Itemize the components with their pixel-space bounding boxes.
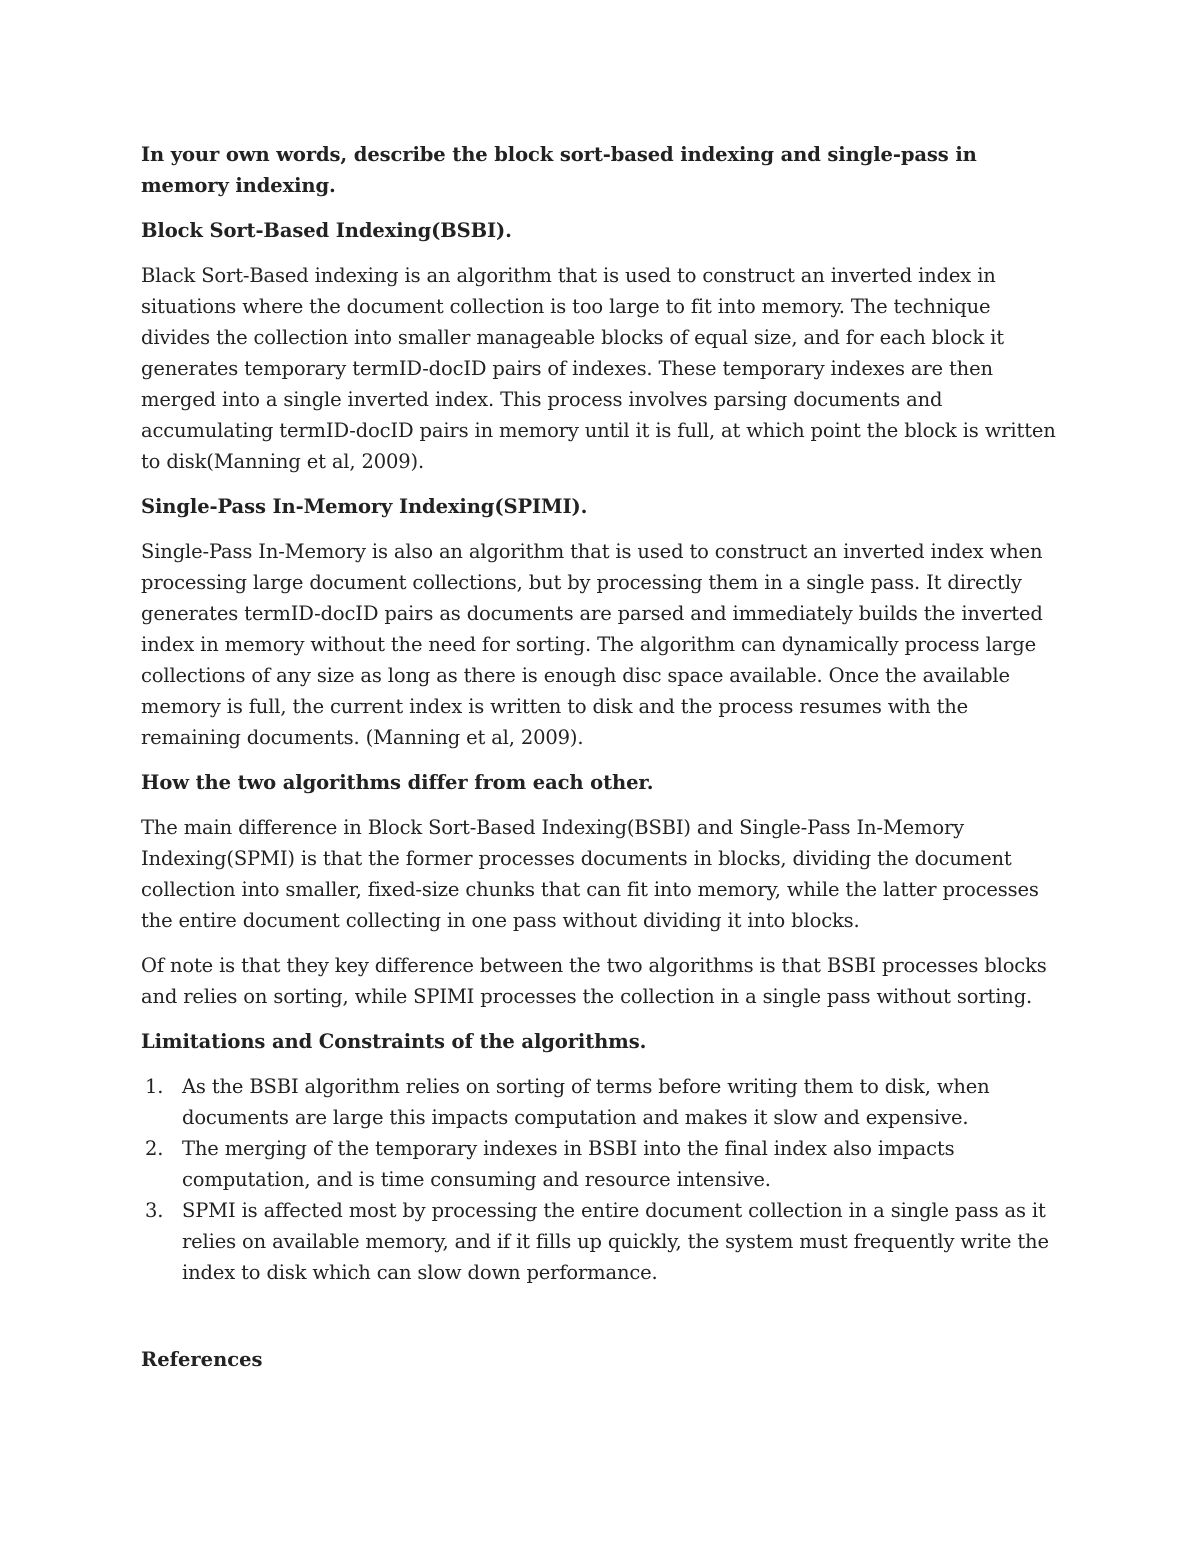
bsbi-heading: Block Sort-Based Indexing(BSBI). [141,219,512,242]
question-title: In your own words, describe the block sort-based indexing and single-pass in memory indexing. [141,143,977,197]
list-item-number: 2. [145,1137,164,1160]
list-item [141,1071,1061,1133]
list-item [141,1133,1061,1195]
list-item-text: SPMI is affected most by processing the entire document collection in a single pass as it relies on available memory, and if it fills up quickly, the system must frequently write the index to disk which can slow down performance. [182,1199,1049,1284]
spimi-paragraph: Single-Pass In-Memory is also an algorithm that is used to construct an inverted index when processing large document collections, but by processing them in a single pass. It directly generates termID-docID pairs as documents are parsed and immediately builds the inverted index in memory without the need for sorting. The algorithm can dynamically process large collections of any size as long as there is enough disc space available. Once the available memory is full, the current index is written to disk and the process resumes with the remaining documents. (Manning et al, 2009). [141,540,1043,749]
list-item-number: 1. [145,1075,164,1098]
list-item-text: The merging of the temporary indexes in BSBI into the final index also impacts computation, and is time consuming and resource intensive. [182,1137,955,1191]
list-item-text: As the BSBI algorithm relies on sorting of terms before writing them to disk, when documents are large this impacts computation and makes it slow and expensive. [182,1075,990,1129]
document-body [141,139,1061,1375]
difference-paragraph-2: Of note is that they key difference between the two algorithms is that BSBI processes blocks and relies on sorting, while SPIMI processes the collection in a single pass without sorting. [141,954,1047,1008]
list-item [141,1195,1061,1288]
difference-paragraph-1: The main difference in Block Sort-Based Indexing(BSBI) and Single-Pass In-Memory Indexing(SPMI) is that the former processes documents in blocks, dividing the document collection into smaller, fixed-size chunks that can fit into memory, while the latter processes the entire document collecting in one pass without dividing it into blocks. [141,816,1039,932]
bsbi-paragraph: Black Sort-Based indexing is an algorithm that is used to construct an inverted index in situations where the document collection is too large to fit into memory. The technique divides the collection into smaller manageable blocks of equal size, and for each block it generates temporary termID-docID pairs of indexes. These temporary indexes are then merged into a single inverted index. This process involves parsing documents and accumulating termID-docID pairs in memory until it is full, at which point the block is written to disk(Manning et al, 2009). [141,264,1056,473]
difference-heading: How the two algorithms differ from each other. [141,771,654,794]
list-item-number: 3. [145,1199,164,1222]
limitations-list [141,1071,1061,1288]
references-heading: References [141,1348,263,1371]
limitations-heading: Limitations and Constraints of the algorithms. [141,1030,647,1053]
spimi-heading: Single-Pass In-Memory Indexing(SPIMI). [141,495,588,518]
